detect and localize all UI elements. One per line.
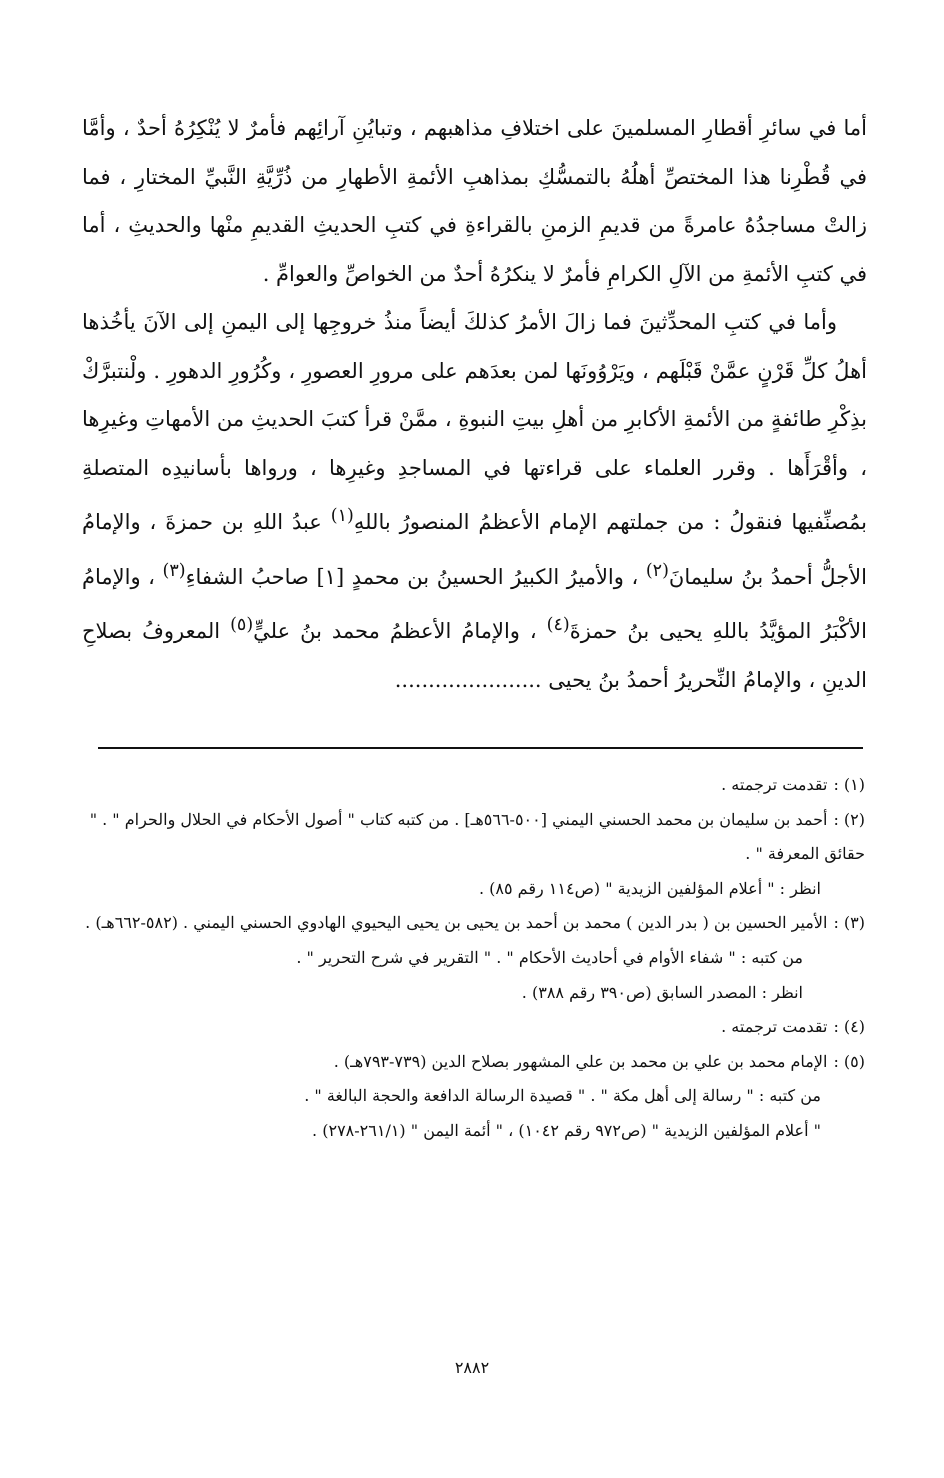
footnote-5-source: " أعلام المؤلفين الزيدية " (ص٩٧٢ رقم ١٠٤٢) ، " أئمة اليمن " (٢٦١/١-٢٧٨) . (312, 1120, 821, 1140)
footnote-1-number: (١) : (833, 775, 865, 794)
paragraph-2-mid-2: ، والأميرُ الكبيرُ الحسينُ بن محمدٍ (344, 564, 646, 589)
paragraph-2-body: وأما في كتبِ المحدِّثينَ فما زالَ الأمرُ كذلكَ أيضاً منذُ خروجِها إلى اليمنِ إلى الآنَ يأخُذها أهلُ كلِّ قَرْنٍ عمَّنْ قَبْلَهم ، ويَرْوُونَها لمن بعدَهم على مرورِ العصورِ ، وكُرُورِ الدهورِ . ولْنتبرَّكْ بذِكْرِ طائفةٍ من الأئمةِ الأكابرِ من أهلِ بيتِ النبوةِ ، ممَّنْ قرأ كتبَ الحديثِ من الأمهاتِ وغيرِها ، وأقْرَأَها . وقرر العلماء على قراءتها في المساجدِ وغيرِها ، ورواها بأسانيدِه المتصلةِ بمُصنِّفيها فنقولُ : من جملتهم الإمام الأعظمُ المنصورُ باللهِ (82, 310, 867, 534)
footnote-2-source: انظر : " أعلام المؤلفين الزيدية " (ص١١٤ رقم ٨٥) . (478, 878, 821, 898)
footnote-1 (82, 768, 865, 803)
paragraph-2-tail: المعروفُ بصلاحِ الدينِ ، والإمامُ النِّحريرُ أحمدُ بنُ يحيى (82, 619, 867, 692)
footnote-ref-4: (٤) (546, 615, 570, 635)
main-text-body (82, 104, 867, 704)
footnote-3-text: الأمير الحسين بن ( بدر الدين ) محمد بن أحمد بن يحيى بن يحيى اليحيوي الهادوي الحسني اليمني . (٥٨٢-٦٦٢هـ) . (85, 913, 828, 933)
footnote-ref-5: (٥) (230, 615, 254, 635)
footnote-ref-2: (٢) (645, 560, 669, 581)
footnote-divider (98, 747, 863, 749)
paragraph-2-mid-3: صاحبُ الشفاءِ (185, 564, 317, 589)
footnote-2 (82, 803, 865, 872)
footnote-2-number: (٢) : (833, 809, 865, 829)
paragraph-1 (82, 104, 867, 298)
footnote-5-text: الإمام محمد بن علي بن محمد بن علي المشهور بصلاح الدين (٧٣٩-٧٩٣هـ) . (333, 1051, 828, 1071)
footnote-5 (82, 1045, 865, 1080)
footnote-3-source: انظر : المصدر السابق (ص٣٩٠ رقم ٣٨٨) . (521, 982, 803, 1002)
footnote-2-text: أحمد بن سليمان بن محمد الحسني اليمني [٥٠٠-٥٦٦هـ] . من كتبه كتاب " أصول الأحكام في الحلال والحرام " . " حقائق المعرفة " . (89, 809, 865, 864)
footnote-4-number: (٤) : (833, 1017, 865, 1037)
footnote-3-books: من كتبه : " شفاء الأوام في أحاديث الأحكام " . " التقرير في شرح التحرير " . (296, 947, 803, 967)
footnote-3-number: (٣) : (833, 913, 865, 933)
footnote-3 (82, 906, 865, 941)
footnote-4-text: تقدمت ترجمته . (721, 1017, 828, 1037)
footnote-5-books: من كتبه : " رسالة إلى أهل مكة " . " قصيدة الرسالة الدافعة والحجة البالغة " . (304, 1086, 821, 1106)
footnote-1-text: تقدمت ترجمته . (721, 775, 828, 794)
continuation-dots: ...................... (394, 667, 542, 692)
paragraph-2-mid-5: ، والإمامُ الأعظمُ محمد بنُ عليٍّ (253, 619, 547, 643)
footnote-4 (82, 1010, 865, 1045)
bracket-marker: [١] (316, 564, 345, 589)
paragraph-2-mid-4: ، والإمامُ الأكْبَرُ المؤيَّدُ باللهِ يحيى بنُ حمزةَ (82, 564, 867, 643)
footnote-ref-3: (٣) (162, 560, 186, 581)
footnote-5-number: (٥) : (833, 1051, 865, 1071)
page-number: ٢٨٨٢ (454, 1358, 490, 1377)
footnote-ref-1: (١) (330, 506, 354, 526)
paragraph-2 (82, 298, 867, 704)
paragraph-2-mid-1: عبدُ اللهِ بن حمزةَ ، والإمامُ الأجلُّ أحمدُ بنُ سليمانَ (82, 510, 867, 589)
paragraph-1-text: أما في سائرِ أقطارِ المسلمينَ على اختلافِ مذاهبهم ، وتبايُنِ آرائِهم فأمرٌ لا يُنْكِرُهُ أحدٌ ، وأمَّا في قُطْرِنا هذا المختصِّ أهلُهُ بالتمسُّكِ بمذاهبِ الأئمةِ الأطهارِ من ذُرِّيَّةِ النَّبيِّ المختارِ ، فما زالتْ مساجدُهُ عامرةً من قديمِ الزمنِ بالقراءةِ في كتبِ الحديثِ القديمِ منْها والحديثِ ، أما في كتبِ الأئمةِ من الآلِ الكرامِ فأمرٌ لا ينكرُهُ أحدٌ من الخواصِّ والعوامِّ . (82, 116, 867, 286)
footnotes-section (82, 768, 865, 1149)
